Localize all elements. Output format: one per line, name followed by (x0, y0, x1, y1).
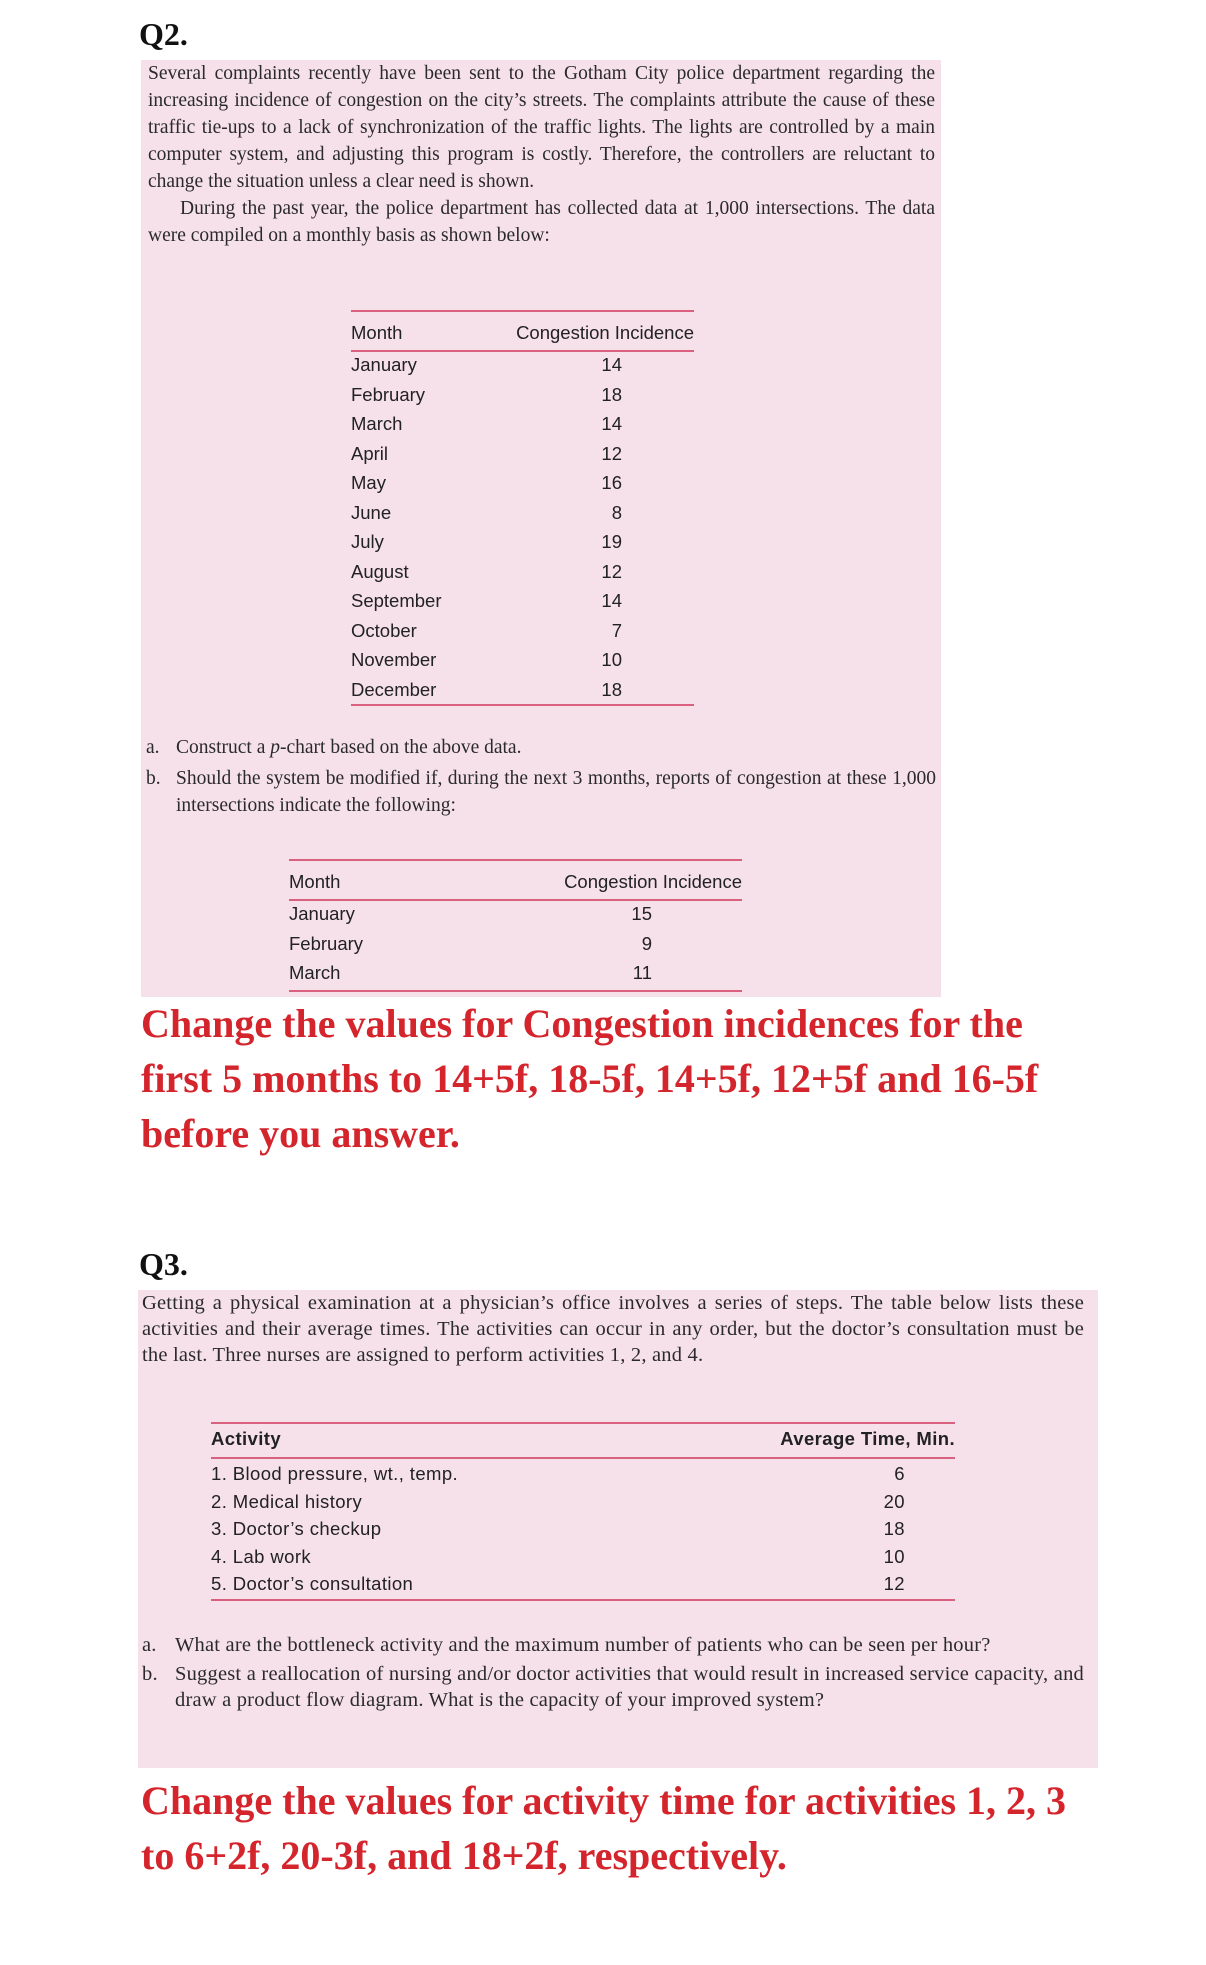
q2-question-b: b. Should the system be modified if, during the next 3 months, reports of congestion at these 1,000 intersections indicate the following: (146, 768, 936, 816)
q3-question-a: a. What are the bottleneck activity and the maximum number of patients who can be seen per hour? (142, 1634, 991, 1656)
row-value: 12 (601, 560, 622, 582)
next-months-table (289, 859, 742, 992)
q2-intro-paragraph-2: During the past year, the police department has collected data at 1,000 intersections. The data were compiled on a monthly basis as shown below: (148, 198, 935, 246)
activity-header-rule (211, 1457, 955, 1459)
table-row (351, 649, 694, 679)
table-row (351, 413, 694, 443)
row-value: 19 (601, 531, 622, 552)
table-bottom-rule (351, 704, 694, 706)
q2-question-a: a. Construct a p-chart based on the above data. (146, 737, 522, 758)
row-label: 3. Doctor’s checkup (211, 1518, 382, 1539)
activity-table (211, 1422, 955, 1601)
row-label: January (351, 354, 417, 375)
table-row (211, 1491, 955, 1521)
row-value: 14 (601, 354, 622, 375)
q2-intro (148, 60, 935, 249)
table-row (211, 1518, 955, 1548)
table-row (351, 502, 694, 532)
table-row (351, 384, 694, 414)
row-value: 12 (601, 442, 622, 464)
table-header-row (351, 322, 694, 352)
table2-bottom-rule (289, 990, 742, 992)
q2-title: Q2. (139, 16, 188, 52)
activity-table-bottom-rule (211, 1599, 955, 1601)
row-label: December (351, 678, 437, 700)
row-value: 14 (601, 590, 622, 611)
row-label: 5. Doctor’s consultation (211, 1573, 414, 1594)
table-row (211, 1463, 955, 1493)
q3-questions (142, 1632, 1084, 1713)
row-label: March (351, 413, 403, 434)
q2-intro-paragraph: Several complaints recently have been sent to the Gotham City police department regarding the increasing incidence of congestion on the city’s streets. The complaints attribute the cause of these traffic tie-ups to a lack of synchronization of the traffic lights. The lights are controlled by a main computer system, and adjusting this program is costly. Therefore, the controllers are reluctant to change the situation unless a clear need is shown. (148, 63, 935, 192)
row-label: January (289, 903, 355, 924)
row-value: 10 (883, 1545, 905, 1567)
row-value: 7 (611, 619, 622, 641)
row-value: 9 (641, 932, 652, 954)
header-activity: Activity (211, 1428, 282, 1449)
row-value: 8 (611, 501, 622, 523)
row-value: 11 (632, 962, 652, 983)
table-row (289, 962, 742, 992)
q2-question-b-text: Should the system be modified if, during the next 3 months, reports of congestion at these 1,000 intersections indicate the following: (176, 768, 936, 816)
table-row (351, 590, 694, 620)
row-label: May (351, 472, 386, 493)
row-value: 6 (894, 1463, 905, 1484)
row-value: 15 (631, 903, 652, 924)
q3-question-b: b. Suggest a reallocation of nursing and/or doctor activities that would result in increased service capacity, and draw a product flow diagram. What is the capacity of your improved system? (142, 1663, 1084, 1711)
row-label: 4. Lab work (211, 1545, 312, 1567)
table-row (351, 561, 694, 591)
table-header-rule (351, 350, 694, 352)
q2-question-a-text: Construct a p-chart based on the above data. (176, 737, 522, 758)
table-row (351, 354, 694, 384)
table-row (351, 443, 694, 473)
congestion-table (351, 310, 694, 706)
row-value: 14 (601, 413, 622, 434)
table-row (211, 1546, 955, 1576)
row-value: 10 (601, 649, 622, 670)
row-label: November (351, 649, 437, 670)
q3-intro-paragraph: Getting a physical examination at a physician’s office involves a series of steps. The table below lists these activities and their average times. The activities can occur in any order, but the doctor’s consultation must be the last. Three nurses are assigned to perform activities 1, 2, and 4. (142, 1292, 1084, 1366)
q3-title: Q3. (139, 1246, 188, 1282)
row-label: March (289, 962, 341, 983)
q3-change-note: Change the values for activity time for activities 1, 2, 3 to 6+2f, 20-3f, and 18+2f, respectively. (141, 1778, 1067, 1878)
row-value: 20 (883, 1490, 905, 1512)
row-label: August (351, 560, 409, 582)
table-row (351, 472, 694, 502)
row-value: 18 (601, 678, 622, 700)
table-row (289, 903, 742, 933)
row-label: February (351, 383, 426, 405)
row-value: 18 (601, 383, 622, 405)
row-label: July (351, 531, 384, 552)
table2-header-congestion: Congestion Incidence (564, 871, 742, 892)
row-label: 1. Blood pressure, wt., temp. (211, 1463, 459, 1484)
row-label: September (351, 590, 442, 611)
header-average-time: Average Time, Min. (780, 1428, 955, 1449)
table-row (289, 933, 742, 963)
q2-questions (146, 734, 936, 819)
q3-question-b-text: Suggest a reallocation of nursing and/or doctor activities that would result in increased service capacity, and draw a product flow diagram. What is the capacity of your improved system? (175, 1663, 1084, 1711)
q3-question-a-text: What are the bottleneck activity and the maximum number of patients who can be seen per hour? (175, 1634, 991, 1656)
activity-header-row (211, 1428, 955, 1458)
table2-header-rule (289, 899, 742, 901)
row-value: 12 (883, 1573, 905, 1594)
row-label: 2. Medical history (211, 1490, 363, 1512)
row-label: April (351, 442, 389, 464)
table2-header-row (289, 871, 742, 901)
table2-header-month: Month (289, 871, 341, 892)
header-month: Month (351, 322, 403, 343)
row-value: 18 (883, 1518, 905, 1539)
q2-change-note: Change the values for Congestion incidences for the first 5 months to 14+5f, 18-5f, 14+5f, 12+5f and 16-5f before you answer. (141, 1001, 1039, 1156)
table2-top-rule (289, 859, 742, 861)
row-label: June (351, 501, 392, 523)
row-label: October (351, 619, 417, 641)
header-congestion: Congestion Incidence (516, 322, 694, 343)
table-top-rule (351, 310, 694, 312)
activity-table-top-rule (211, 1422, 955, 1424)
table-row (351, 531, 694, 561)
table-row (351, 620, 694, 650)
q3-intro (142, 1290, 1084, 1368)
row-label: February (289, 932, 364, 954)
row-value: 16 (601, 472, 622, 493)
